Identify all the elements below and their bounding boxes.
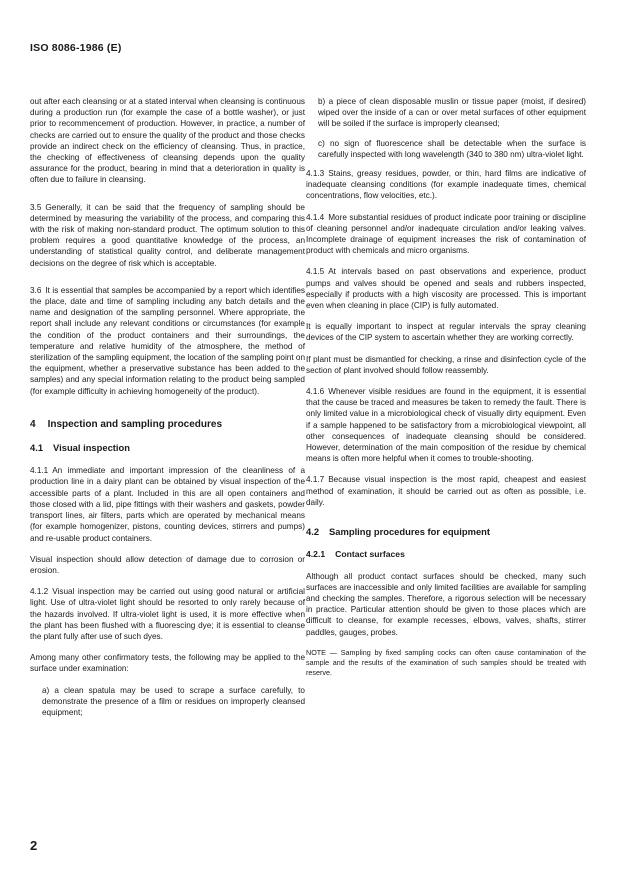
- left-column: [30, 96, 305, 726]
- clause-number: 4.1.5: [306, 267, 325, 277]
- list-item-a: a) a clean spatula may be used to scrape a surface carefully, to demonstrate the presence of a film or residues on improperly cleansed equipment;: [42, 685, 305, 717]
- clause-text: Generally, it can be said that the frequency of sampling should be determined by measuring the variability of the process, and comparing this with the risk of making non-standard product. The optimum solution to this problem requires a good quantitative knowledge of the process, an understanding of statistical quality control, and deliberate management decisions on the degree of risk which is acceptable.: [30, 202, 305, 268]
- clause-number: 4.1.7: [306, 475, 325, 485]
- subsection-title: Visual inspection: [53, 442, 130, 454]
- note: NOTE — Sampling by fixed sampling cocks can often cause contamination of the sample and the results of the examination of such samples should be treated with reserve.: [306, 647, 586, 677]
- list-item-b: b) a piece of clean disposable muslin or tissue paper (moist, if desired) wiped over the inside of a can or over metal surfaces of other equipment will be soiled if the surface is improperly cleansed;: [318, 97, 586, 129]
- paragraph-visual-inspection: Visual inspection should allow detection of damage due to corrosion or erosion.: [30, 554, 305, 575]
- clause-4-1-4: [306, 212, 586, 257]
- clause-4-1-5: [306, 266, 586, 311]
- list-item-c: c) no sign of fluorescence shall be detectable when the surface is carefully inspected with long wavelength (340 to 380 nm) ultra-violet light.: [318, 138, 586, 159]
- clause-text: More substantial residues of product indicate poor training or discipline of cleaning personnel and/or inadequate circulation and/or leaking valves. Incomplete drainage of equipment increases the risk of contamination of product with chemicals and micro organisms.: [306, 212, 586, 256]
- subsection-number: 4.1: [30, 442, 44, 454]
- clause-text: An immediate and important impression of the cleanliness of a production line in a dairy plant can be obtained by visual inspection of the accessible parts of a plant. Included in this are all open containers and those closed with a lid, pipe fittings with their washers and gaskets, powder transport lines, air filters, parts which are operated by mechanical means (for example homogenizer, pistons, counting devices, stirrers and pumps) and re-usable product containers.: [30, 466, 305, 543]
- clause-number: 4.1.4: [306, 212, 325, 222]
- clause-4-1-1: [30, 465, 305, 543]
- subsection-title: Sampling procedures for equipment: [329, 526, 491, 538]
- clause-heading-4-2-1: [306, 549, 586, 560]
- clause-4-1-7: [306, 474, 586, 508]
- paragraph-contact-surfaces: Although all product contact surfaces should be checked, many such surfaces are inaccessible and only limited facilities are available for sampling and checking the samples. Therefore, a rigorous selection will be necessary in practice. Particular attention should be given to those places which are difficult to cleanse, for example recesses, elbows, valves, shafts, stirrer paddles, gauges, probes.: [306, 571, 586, 637]
- clause-text: At intervals based on past observations and experience, product pumps and valves should be opened and seals and rubbers inspected, especially if products with a high viscosity are processed. This is important even when cleaning in place (CIP) is fully automated.: [306, 267, 586, 311]
- subsection-heading-4-1: [30, 442, 305, 453]
- section-title: Inspection and sampling procedures: [47, 418, 223, 430]
- clause-number: 4.1.2: [30, 587, 49, 597]
- clause-number: 4.1.1: [30, 466, 49, 476]
- paragraph-spray-devices: It is equally important to inspect at regular intervals the spray cleaning devices of the CIP system to ascertain whether they are working correctly.: [306, 322, 586, 343]
- subsection-number: 4.2: [306, 526, 320, 538]
- clause-title: Contact surfaces: [335, 549, 405, 560]
- clause-text: Because visual inspection is the most rapid, cheapest and easiest method of examination, it should be carried out as often as possible, i.e. daily.: [306, 475, 586, 507]
- clause-3-5: [30, 202, 305, 269]
- clause-number: 4.1.3: [306, 169, 325, 179]
- paragraph-confirmatory-tests: Among many other confirmatory tests, the following may be applied to the surface under examination:: [30, 653, 305, 674]
- page-number: 2: [30, 838, 38, 853]
- paragraph-dismantle: If plant must be dismantled for checking, a rinse and disinfection cycle of the section of plant involved should follow reassembly.: [306, 354, 586, 375]
- subsection-heading-4-2: [306, 526, 586, 537]
- clause-number: 3.6: [30, 285, 42, 295]
- clause-3-6: [30, 285, 305, 397]
- clause-number: 4.2.1: [306, 549, 326, 560]
- right-column: [306, 96, 586, 678]
- paragraph-continuation: out after each cleansing or at a stated interval when cleansing is continuous during a production run (for example the case of a bottle washer), or just prior to recommencement of production. However, in practice, a number of checks are carried out to ensure the quality of the product and those checks provide an indirect check on the efficiency of cleansing. Thus, in practice, the checking of effectiveness of cleansing depends upon the quality assurance for the product, bearing in mind that a deterioration in quality is often due to failure in cleansing.: [30, 97, 305, 185]
- clause-4-1-2: [30, 586, 305, 642]
- clause-number: 4.1.6: [306, 387, 325, 397]
- clause-text: Visual inspection may be carried out using good natural or artificial light. Use of ultra-violet light should be resorted to only rarely because of the hazards involved. If ultra-violet light is used, it is more effective when the plant has been flushed with a fluorescing dye; it is essential to cleanse the plant fully after use of such dyes.: [30, 587, 305, 641]
- clause-4-1-3: [306, 168, 586, 202]
- clause-text: Stains, greasy residues, powder, or thin, hard films are indicative of inadequate cleansing conditions (for example inadequate times, chemical concentrations, flow velocities, etc.).: [306, 169, 586, 201]
- clause-text: It is essential that samples be accompanied by a report which identifies the place, date and time of sampling including any batch details and the name and designation of the sampling personnel. Where appropriate, the report shall include any relevant conditions or circumstances (for example the condition of the product containers and their surroundings, the temperature and relative humidity of the atmosphere, the method of sterilization of the sampling equipment, the location of the sampling point on the equipment, whether a preservative substance has been added to the samples) and any special information relating to the product being sampled (for example difficulty in achieving homogeneity of the product).: [30, 285, 305, 396]
- clause-4-1-6: [306, 386, 586, 464]
- clause-text: Whenever visible residues are found in the equipment, it is essential that the cause be traced and measures be taken to remedy the fault. There is only limited value in a microbiological check of visually dirty equipment. Even if a sample happened to be satisfactory from a microbiological viewpoint, all other consequences of inadequate cleansing should be considered. However, determination of the main composition of the residue by chemical means is often more helpful when it comes to trouble-shooting.: [306, 387, 586, 464]
- clause-number: 3.5: [30, 202, 42, 212]
- section-heading-4: [30, 419, 305, 430]
- section-number: 4: [30, 418, 36, 430]
- page-header: ISO 8086-1986 (E): [30, 42, 122, 54]
